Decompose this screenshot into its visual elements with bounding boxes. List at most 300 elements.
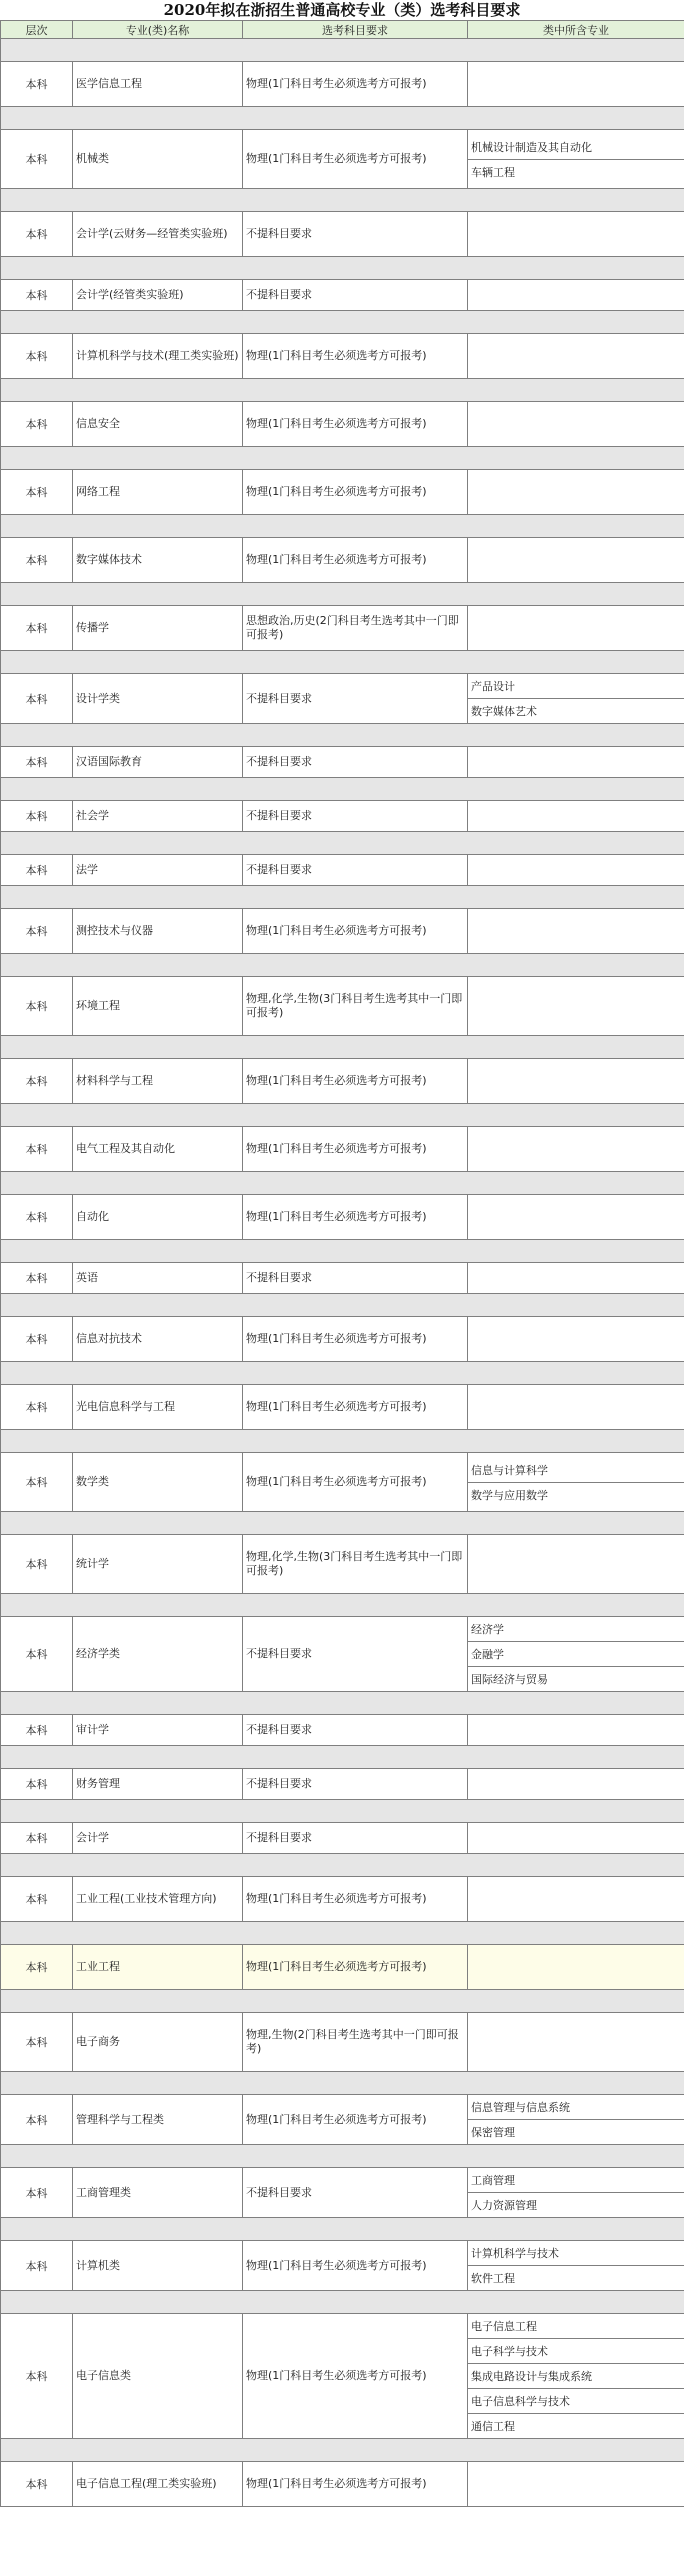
requirement-text: 物理(1门科目考生必须选考方可报考) — [246, 1892, 427, 1905]
requirement-text: 不提科目要求 — [246, 1831, 312, 1844]
cell-subject-requirement[interactable] — [243, 2013, 468, 2072]
row-separator — [1, 257, 684, 280]
row-separator — [1, 2145, 684, 2168]
requirement-text: 物理(1门科目考生必须选考方可报考) — [246, 1074, 427, 1087]
cell-level[interactable]: 本科 — [1, 1945, 73, 1990]
row-separator — [1, 311, 684, 334]
header-level: 层次 — [1, 21, 73, 39]
cell-level[interactable]: 本科 — [1, 1617, 73, 1692]
row-separator — [1, 1800, 684, 1823]
included-major-item: 信息与计算科学 — [471, 1463, 548, 1477]
cell-level[interactable]: 本科 — [1, 2168, 73, 2218]
cell-subject-requirement[interactable] — [243, 1263, 468, 1294]
major-name-text: 传播学 — [76, 621, 109, 634]
cell-included-majors[interactable] — [468, 606, 684, 651]
table-row[interactable] — [1, 1877, 684, 1922]
cell-major-name[interactable] — [73, 2168, 243, 2218]
cell-subject-requirement[interactable] — [243, 1385, 468, 1430]
cell-subject-requirement[interactable] — [243, 1823, 468, 1854]
major-name-text: 材料科学与工程 — [76, 1074, 153, 1087]
cell-level[interactable]: 本科 — [1, 855, 73, 886]
cell-subject-requirement[interactable] — [243, 606, 468, 651]
cell-level[interactable]: 本科 — [1, 1059, 73, 1104]
header-subject-requirement: 选考科目要求 — [243, 21, 468, 39]
requirement-text: 物理(1门科目考生必须选考方可报考) — [246, 417, 427, 430]
table-row[interactable] — [1, 1195, 684, 1240]
cell-included-majors[interactable] — [468, 801, 684, 832]
cell-included-majors[interactable] — [468, 1127, 684, 1172]
table-row[interactable] — [1, 280, 684, 311]
cell-included-majors[interactable] — [468, 280, 684, 311]
cell-level[interactable]: 本科 — [1, 606, 73, 651]
cell-included-majors[interactable] — [468, 402, 684, 447]
row-separator — [1, 1036, 684, 1059]
major-name-text: 电子信息类 — [76, 2369, 131, 2382]
included-major-item: 电子科学与技术 — [468, 2338, 684, 2363]
cell-subject-requirement[interactable] — [243, 1535, 468, 1594]
cell-major-name[interactable] — [73, 977, 243, 1036]
cell-subject-requirement[interactable] — [243, 2095, 468, 2145]
table-row[interactable] — [1, 1059, 684, 1104]
row-separator — [1, 2218, 684, 2241]
row-separator — [1, 1294, 684, 1317]
cell-included-majors[interactable] — [468, 2168, 684, 2218]
cell-major-name[interactable] — [73, 334, 243, 379]
cell-level[interactable]: 本科 — [1, 1263, 73, 1294]
table-row[interactable] — [1, 1823, 684, 1854]
major-name-text: 经济学类 — [76, 1647, 120, 1660]
cell-subject-requirement[interactable] — [243, 909, 468, 954]
row-separator — [1, 1512, 684, 1535]
row-separator — [1, 379, 684, 402]
cell-major-name[interactable] — [73, 470, 243, 515]
requirement-text: 物理(1门科目考生必须选考方可报考) — [246, 1142, 427, 1155]
cell-level[interactable]: 本科 — [1, 62, 73, 107]
major-name-text: 计算机类 — [76, 2258, 120, 2272]
major-name-text: 自动化 — [76, 1210, 109, 1223]
requirement-text: 不提科目要求 — [246, 1723, 312, 1736]
cell-included-majors[interactable] — [468, 538, 684, 583]
cell-included-majors[interactable] — [468, 674, 684, 724]
requirement-text: 物理,生物(2门科目考生选考其中一门即可报考) — [246, 2028, 459, 2055]
cell-included-majors[interactable] — [468, 2462, 684, 2507]
cell-subject-requirement[interactable] — [243, 747, 468, 778]
cell-included-majors[interactable] — [468, 855, 684, 886]
major-name-text: 数字媒体技术 — [76, 553, 142, 566]
requirement-text: 物理(1门科目考生必须选考方可报考) — [246, 553, 427, 566]
cell-level[interactable]: 本科 — [1, 977, 73, 1036]
cell-level[interactable]: 本科 — [1, 1385, 73, 1430]
cell-subject-requirement[interactable] — [243, 130, 468, 189]
requirement-text: 物理(1门科目考生必须选考方可报考) — [246, 2258, 427, 2272]
row-separator — [1, 886, 684, 909]
table-row[interactable] — [1, 909, 684, 954]
cell-level[interactable]: 本科 — [1, 130, 73, 189]
cell-major-name[interactable] — [73, 130, 243, 189]
cell-level[interactable]: 本科 — [1, 909, 73, 954]
major-name-text: 电子商务 — [76, 2035, 120, 2048]
cell-major-name[interactable] — [73, 538, 243, 583]
table-row[interactable] — [1, 334, 684, 379]
row-separator — [1, 1692, 684, 1715]
cell-major-name[interactable] — [73, 1195, 243, 1240]
requirement-text: 不提科目要求 — [246, 227, 312, 240]
cell-level[interactable]: 本科 — [1, 1127, 73, 1172]
cell-major-name[interactable] — [73, 909, 243, 954]
table-row[interactable] — [1, 1263, 684, 1294]
requirement-text: 不提科目要求 — [246, 2185, 312, 2199]
cell-subject-requirement[interactable] — [243, 1453, 468, 1512]
cell-level[interactable]: 本科 — [1, 2013, 73, 2072]
cell-subject-requirement[interactable] — [243, 62, 468, 107]
included-major-item: 车辆工程 — [468, 159, 684, 184]
included-major-item: 通信工程 — [468, 2413, 684, 2438]
cell-subject-requirement[interactable] — [243, 2462, 468, 2507]
table-row[interactable] — [1, 1385, 684, 1430]
cell-subject-requirement[interactable] — [243, 280, 468, 311]
row-separator — [1, 1922, 684, 1945]
cell-major-name[interactable] — [73, 280, 243, 311]
major-name-text: 电子信息工程(理工类实验班) — [76, 2477, 217, 2490]
cell-major-name[interactable] — [73, 801, 243, 832]
row-separator — [1, 107, 684, 130]
header-included-majors: 类中所含专业 — [468, 21, 684, 39]
table-row[interactable] — [1, 1127, 684, 1172]
cell-major-name[interactable] — [73, 1059, 243, 1104]
requirement-text: 物理(1门科目考生必须选考方可报考) — [246, 1960, 427, 1973]
table-row[interactable] — [1, 1715, 684, 1746]
cell-major-name[interactable] — [73, 1263, 243, 1294]
row-separator — [1, 1594, 684, 1617]
requirement-text: 不提科目要求 — [246, 1647, 312, 1660]
cell-included-majors[interactable] — [468, 1385, 684, 1430]
cell-subject-requirement[interactable] — [243, 538, 468, 583]
page-title: 2020年拟在浙招生普通高校专业（类）选考科目要求 — [0, 0, 684, 20]
row-separator — [1, 583, 684, 606]
major-name-text: 管理科学与工程类 — [76, 2112, 164, 2126]
requirement-text: 不提科目要求 — [246, 755, 312, 768]
major-name-text: 光电信息科学与工程 — [76, 1400, 175, 1413]
major-name-text: 汉语国际教育 — [76, 755, 142, 768]
row-separator — [1, 778, 684, 801]
included-major-item: 数学与应用数学 — [468, 1482, 684, 1507]
requirement-text: 不提科目要求 — [246, 863, 312, 876]
cell-included-majors[interactable] — [468, 1945, 684, 1990]
cell-level[interactable]: 本科 — [1, 280, 73, 311]
included-major-item: 数字媒体艺术 — [468, 698, 684, 723]
cell-subject-requirement[interactable] — [243, 1059, 468, 1104]
cell-level[interactable]: 本科 — [1, 1195, 73, 1240]
table-row[interactable] — [1, 606, 684, 651]
requirement-text: 物理(1门科目考生必须选考方可报考) — [246, 2369, 427, 2382]
table-row[interactable] — [1, 1535, 684, 1594]
cell-subject-requirement[interactable] — [243, 674, 468, 724]
requirement-text: 物理(1门科目考生必须选考方可报考) — [246, 924, 427, 937]
table-row[interactable] — [1, 2095, 684, 2145]
major-name-text: 工业工程 — [76, 1960, 120, 1973]
included-major-item: 信息管理与信息系统 — [471, 2101, 570, 2114]
cell-subject-requirement[interactable] — [243, 2168, 468, 2218]
cell-included-majors[interactable] — [468, 977, 684, 1036]
row-separator — [1, 1854, 684, 1877]
requirement-text: 物理(1门科目考生必须选考方可报考) — [246, 485, 427, 498]
requirement-text: 物理(1门科目考生必须选考方可报考) — [246, 152, 427, 165]
cell-level[interactable]: 本科 — [1, 1715, 73, 1746]
cell-included-majors[interactable] — [468, 1453, 684, 1512]
row-separator — [1, 1430, 684, 1453]
cell-major-name[interactable] — [73, 1535, 243, 1594]
major-name-text: 工业工程(工业技术管理方向) — [76, 1892, 217, 1905]
table-body — [1, 39, 684, 2507]
table-row[interactable] — [1, 2314, 684, 2439]
row-separator — [1, 515, 684, 538]
major-name-text: 会计学(经管类实验班) — [76, 288, 184, 301]
cell-major-name[interactable] — [73, 212, 243, 257]
cell-included-majors[interactable] — [468, 1715, 684, 1746]
requirement-text: 不提科目要求 — [246, 809, 312, 822]
included-major-item: 电子信息工程 — [471, 2320, 537, 2333]
cell-included-majors[interactable] — [468, 1317, 684, 1362]
cell-included-majors[interactable] — [468, 1535, 684, 1594]
requirement-text: 物理(1门科目考生必须选考方可报考) — [246, 77, 427, 90]
cell-level[interactable]: 本科 — [1, 1535, 73, 1594]
row-separator — [1, 651, 684, 674]
table-row[interactable] — [1, 470, 684, 515]
row-separator — [1, 2072, 684, 2095]
cell-major-name[interactable] — [73, 402, 243, 447]
major-name-text: 医学信息工程 — [76, 77, 142, 90]
cell-included-majors[interactable] — [468, 1195, 684, 1240]
cell-subject-requirement[interactable] — [243, 2314, 468, 2439]
major-name-text: 网络工程 — [76, 485, 120, 498]
cell-included-majors[interactable] — [468, 2013, 684, 2072]
cell-major-name[interactable] — [73, 1877, 243, 1922]
requirement-text: 不提科目要求 — [246, 288, 312, 301]
cell-included-majors[interactable] — [468, 1769, 684, 1800]
table-row[interactable] — [1, 674, 684, 724]
row-separator — [1, 1104, 684, 1127]
cell-included-majors[interactable] — [468, 334, 684, 379]
row-separator — [1, 954, 684, 977]
cell-major-name[interactable] — [73, 2013, 243, 2072]
cell-level[interactable]: 本科 — [1, 334, 73, 379]
cell-subject-requirement[interactable] — [243, 1715, 468, 1746]
cell-subject-requirement[interactable] — [243, 402, 468, 447]
cell-major-name[interactable] — [73, 2314, 243, 2439]
cell-level[interactable]: 本科 — [1, 538, 73, 583]
included-major-item: 金融学 — [468, 1641, 684, 1666]
cell-included-majors[interactable] — [468, 747, 684, 778]
cell-level[interactable]: 本科 — [1, 2095, 73, 2145]
requirement-text: 不提科目要求 — [246, 691, 312, 705]
table-row[interactable] — [1, 855, 684, 886]
major-name-text: 统计学 — [76, 1557, 109, 1570]
included-major-item: 工商管理 — [471, 2174, 515, 2187]
cell-major-name[interactable] — [73, 1453, 243, 1512]
cell-major-name[interactable] — [73, 1715, 243, 1746]
cell-subject-requirement[interactable] — [243, 1317, 468, 1362]
row-separator — [1, 1746, 684, 1769]
cell-level[interactable]: 本科 — [1, 212, 73, 257]
row-separator — [1, 1990, 684, 2013]
cell-level[interactable]: 本科 — [1, 2241, 73, 2291]
cell-subject-requirement[interactable] — [243, 2241, 468, 2291]
table-row[interactable] — [1, 1769, 684, 1800]
included-major-item: 保密管理 — [468, 2119, 684, 2144]
requirement-text: 物理(1门科目考生必须选考方可报考) — [246, 1332, 427, 1345]
cell-subject-requirement[interactable] — [243, 977, 468, 1036]
cell-major-name[interactable] — [73, 1823, 243, 1854]
cell-included-majors[interactable] — [468, 1263, 684, 1294]
major-name-text: 数学类 — [76, 1475, 109, 1488]
major-name-text: 审计学 — [76, 1723, 109, 1736]
major-name-text: 电气工程及其自动化 — [76, 1142, 175, 1155]
row-separator — [1, 1240, 684, 1263]
table-row[interactable] — [1, 1453, 684, 1512]
major-name-text: 环境工程 — [76, 999, 120, 1012]
row-separator — [1, 724, 684, 747]
cell-included-majors[interactable] — [468, 1823, 684, 1854]
included-major-item: 机械设计制造及其自动化 — [471, 140, 592, 154]
cell-included-majors[interactable] — [468, 62, 684, 107]
table-row[interactable] — [1, 2241, 684, 2291]
cell-level[interactable]: 本科 — [1, 1769, 73, 1800]
cell-level[interactable]: 本科 — [1, 2314, 73, 2439]
cell-level[interactable]: 本科 — [1, 1877, 73, 1922]
table-row[interactable] — [1, 2168, 684, 2218]
table-row[interactable] — [1, 62, 684, 107]
cell-included-majors[interactable] — [468, 2314, 684, 2439]
row-separator — [1, 2439, 684, 2462]
cell-major-name[interactable] — [73, 747, 243, 778]
cell-subject-requirement[interactable] — [243, 212, 468, 257]
row-separator — [1, 832, 684, 855]
cell-subject-requirement[interactable] — [243, 1617, 468, 1692]
included-major-item: 软件工程 — [468, 2265, 684, 2290]
cell-subject-requirement[interactable] — [243, 1877, 468, 1922]
cell-major-name[interactable] — [73, 1385, 243, 1430]
requirement-text: 物理(1门科目考生必须选考方可报考) — [246, 1475, 427, 1488]
cell-major-name[interactable] — [73, 674, 243, 724]
cell-major-name[interactable] — [73, 1127, 243, 1172]
included-major-item: 集成电路设计与集成系统 — [468, 2363, 684, 2388]
cell-subject-requirement[interactable] — [243, 470, 468, 515]
cell-level[interactable]: 本科 — [1, 801, 73, 832]
table-row[interactable] — [1, 1617, 684, 1692]
cell-major-name[interactable] — [73, 62, 243, 107]
cell-included-majors[interactable] — [468, 1059, 684, 1104]
cell-major-name[interactable] — [73, 1317, 243, 1362]
cell-subject-requirement[interactable] — [243, 1769, 468, 1800]
requirement-text: 不提科目要求 — [246, 1777, 312, 1790]
requirement-text: 不提科目要求 — [246, 1271, 312, 1284]
major-name-text: 测控技术与仪器 — [76, 924, 153, 937]
cell-included-majors[interactable] — [468, 470, 684, 515]
included-major-item: 电子信息科学与技术 — [468, 2388, 684, 2413]
included-major-item: 产品设计 — [471, 680, 515, 693]
cell-included-majors[interactable] — [468, 1617, 684, 1692]
major-name-text: 社会学 — [76, 809, 109, 822]
cell-subject-requirement[interactable] — [243, 1195, 468, 1240]
major-name-text: 设计学类 — [76, 691, 120, 705]
table-row[interactable] — [1, 402, 684, 447]
cell-subject-requirement[interactable] — [243, 855, 468, 886]
table-row[interactable] — [1, 212, 684, 257]
table-row[interactable] — [1, 130, 684, 189]
major-name-text: 法学 — [76, 863, 98, 876]
cell-included-majors[interactable] — [468, 2241, 684, 2291]
included-major-item: 计算机科学与技术 — [471, 2247, 559, 2260]
cell-major-name[interactable] — [73, 2241, 243, 2291]
major-name-text: 英语 — [76, 1271, 98, 1284]
cell-major-name[interactable] — [73, 2095, 243, 2145]
cell-major-name[interactable] — [73, 606, 243, 651]
major-name-text: 信息安全 — [76, 417, 120, 430]
header-row — [1, 21, 684, 39]
cell-subject-requirement[interactable] — [243, 801, 468, 832]
cell-subject-requirement[interactable] — [243, 1945, 468, 1990]
table-row[interactable] — [1, 977, 684, 1036]
cell-major-name[interactable] — [73, 2462, 243, 2507]
cell-level[interactable]: 本科 — [1, 2462, 73, 2507]
cell-level[interactable]: 本科 — [1, 470, 73, 515]
table-row[interactable] — [1, 538, 684, 583]
included-major-item: 国际经济与贸易 — [468, 1666, 684, 1691]
cell-included-majors[interactable] — [468, 2095, 684, 2145]
row-separator — [1, 447, 684, 470]
cell-level[interactable]: 本科 — [1, 402, 73, 447]
requirement-text: 物理(1门科目考生必须选考方可报考) — [246, 1400, 427, 1413]
major-name-text: 财务管理 — [76, 1777, 120, 1790]
cell-level[interactable]: 本科 — [1, 747, 73, 778]
table-row[interactable] — [1, 2013, 684, 2072]
cell-level[interactable]: 本科 — [1, 1823, 73, 1854]
included-major-item: 经济学 — [471, 1623, 504, 1636]
row-separator — [1, 1172, 684, 1195]
cell-included-majors[interactable] — [468, 212, 684, 257]
cell-subject-requirement[interactable] — [243, 334, 468, 379]
table-row[interactable] — [1, 2462, 684, 2507]
table-row[interactable] — [1, 801, 684, 832]
requirements-table — [0, 20, 684, 2507]
table-row[interactable] — [1, 1945, 684, 1990]
table-row[interactable] — [1, 747, 684, 778]
requirement-text: 物理(1门科目考生必须选考方可报考) — [246, 2112, 427, 2126]
major-name-text: 会计学(云财务—经管类实验班) — [76, 227, 228, 240]
requirement-text: 物理,化学,生物(3门科目考生选考其中一门即可报考) — [246, 992, 463, 1019]
cell-included-majors[interactable] — [468, 1877, 684, 1922]
row-separator — [1, 2291, 684, 2314]
row-separator — [1, 1362, 684, 1385]
cell-major-name[interactable] — [73, 1617, 243, 1692]
cell-subject-requirement[interactable] — [243, 1127, 468, 1172]
cell-level[interactable]: 本科 — [1, 1317, 73, 1362]
cell-included-majors[interactable] — [468, 130, 684, 189]
header-major-name: 专业(类)名称 — [73, 21, 243, 39]
cell-level[interactable]: 本科 — [1, 1453, 73, 1512]
row-separator — [1, 189, 684, 212]
major-name-text: 信息对抗技术 — [76, 1332, 142, 1345]
requirement-text: 物理(1门科目考生必须选考方可报考) — [246, 1210, 427, 1223]
requirement-text: 物理,化学,生物(3门科目考生选考其中一门即可报考) — [246, 1550, 463, 1577]
cell-included-majors[interactable] — [468, 909, 684, 954]
cell-level[interactable]: 本科 — [1, 674, 73, 724]
cell-major-name[interactable] — [73, 1945, 243, 1990]
cell-major-name[interactable] — [73, 1769, 243, 1800]
table-row[interactable] — [1, 1317, 684, 1362]
cell-major-name[interactable] — [73, 855, 243, 886]
major-name-text: 计算机科学与技术(理工类实验班) — [76, 349, 239, 362]
